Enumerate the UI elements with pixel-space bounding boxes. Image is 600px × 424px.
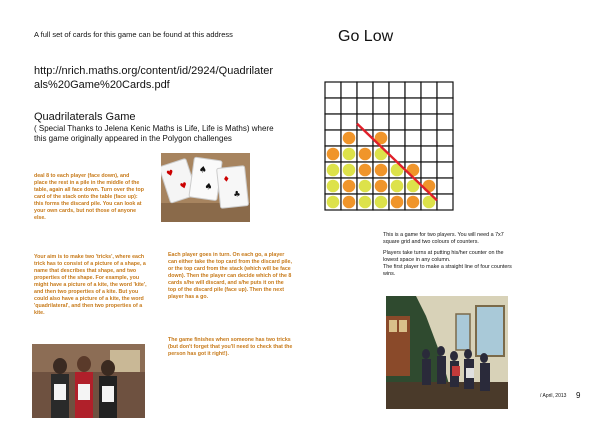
- board-cell: [437, 114, 453, 130]
- board-cell: [389, 146, 405, 162]
- board-cell: [325, 82, 341, 98]
- board-cell: [405, 146, 421, 162]
- yellow-counter: [359, 196, 372, 209]
- yellow-counter: [359, 180, 372, 193]
- board-cell: [357, 114, 373, 130]
- board-cell: [325, 130, 341, 146]
- page-number: 9: [576, 391, 581, 400]
- board-cell: [437, 146, 453, 162]
- svg-text:♥: ♥: [178, 180, 189, 192]
- para-finish: The game finishes when someone has two tricks (but don't forget that you'll need to check that the person has got it right!).: [168, 337, 293, 357]
- board-cell: [341, 98, 357, 114]
- board-cell: [341, 114, 357, 130]
- board-cell: [373, 82, 389, 98]
- board-cell: [389, 114, 405, 130]
- game-title: Quadrilaterals Game: [34, 111, 136, 123]
- intro-text: A full set of cards for this game can be found at this address: [34, 30, 233, 39]
- svg-text:♠: ♠: [198, 164, 208, 176]
- board-cell: [389, 82, 405, 98]
- board-cell: [437, 194, 453, 210]
- rules-intro: This is a game for two players. You will need a 7x7 square grid and two colours of counters.: [383, 232, 504, 245]
- rules-turns: Players take turns at putting his/her counter on the lowest space in any column.: [383, 250, 504, 263]
- yellow-counter: [327, 196, 340, 209]
- orange-counter: [343, 132, 356, 145]
- footer-date: / April, 2013: [540, 393, 567, 399]
- board-cell: [421, 114, 437, 130]
- yellow-counter: [343, 164, 356, 177]
- svg-text:♣: ♣: [232, 189, 241, 199]
- yellow-counter: [375, 196, 388, 209]
- orange-counter: [423, 180, 436, 193]
- yellow-counter: [327, 180, 340, 193]
- svg-text:♠: ♠: [203, 181, 214, 193]
- board-cell: [373, 98, 389, 114]
- orange-counter: [359, 148, 372, 161]
- svg-text:♦: ♦: [222, 174, 231, 184]
- board-cell: [437, 178, 453, 194]
- certificate-group-photo: [32, 344, 145, 418]
- orange-counter: [375, 164, 388, 177]
- board-cell: [389, 98, 405, 114]
- board-cell: [437, 162, 453, 178]
- orange-counter: [343, 196, 356, 209]
- board-cell: [421, 98, 437, 114]
- rules-win: The first player to make a straight line of four counters wins.: [383, 264, 512, 277]
- board-cell: [437, 130, 453, 146]
- orange-counter: [375, 180, 388, 193]
- board-cell: [405, 130, 421, 146]
- orange-counter: [359, 164, 372, 177]
- board-cell: [405, 98, 421, 114]
- yellow-counter: [391, 180, 404, 193]
- board-cell: [437, 98, 453, 114]
- board-cell: [421, 82, 437, 98]
- rules-text: [383, 232, 518, 282]
- board-cell: [389, 130, 405, 146]
- board-cell: [373, 114, 389, 130]
- board-grid: [325, 82, 453, 210]
- svg-text:♥: ♥: [165, 168, 175, 179]
- school-corridor-photo: [386, 296, 508, 409]
- para-aim: Your aim is to make two 'tricks', where each trick has to consist of a picture of a shape, a name that describes that shape, and two properties of the shape. For example, you might have a picture of a kite, the word 'kite', and then two properties of a kite. But you could also have a picture of a kite, the word 'quadrilateral', and then two properties of a kite.: [34, 254, 147, 316]
- board-cell: [421, 146, 437, 162]
- board-cell: [325, 98, 341, 114]
- board-cell: [405, 82, 421, 98]
- board-cell: [357, 98, 373, 114]
- orange-counter: [407, 196, 420, 209]
- para-deal: deal 8 to each player (face down), and place the rest in a pile in the middle of the table, again all face down. Turn over the top card of the stack onto the table (face up): this forms the discard pile. You can look at your own cards, but not those of anyone else.: [34, 173, 144, 221]
- board-cell: [325, 114, 341, 130]
- go-low-title: Go Low: [338, 28, 394, 45]
- orange-counter: [391, 196, 404, 209]
- playing-cards-photo: [161, 153, 250, 222]
- go-low-board: [324, 81, 454, 213]
- board-cell: [421, 162, 437, 178]
- cards-url[interactable]: http://nrich.maths.org/content/id/2924/Quadrilaterals%20Game%20Cards.pdf: [34, 65, 274, 91]
- para-turn: Each player goes in turn. On each go, a player can either take the top card from the discard pile, or the top card from the stack (which will be face down). Then the player can decide which of the 8 cards s/he will discard, and s/he puts it on the top of the discard pile (face up). Then the next player has a go.: [168, 252, 292, 300]
- orange-counter: [343, 180, 356, 193]
- board-cell: [357, 82, 373, 98]
- board-cell: [341, 82, 357, 98]
- thanks-text: ( Special Thanks to Jelena Kenic Maths is Life, Life is Maths) where this game originally appeared in the Polygon challenges: [34, 124, 274, 143]
- board-cell: [437, 82, 453, 98]
- orange-counter: [327, 148, 340, 161]
- board-cell: [421, 130, 437, 146]
- board-cell: [405, 114, 421, 130]
- yellow-counter: [343, 148, 356, 161]
- yellow-counter: [327, 164, 340, 177]
